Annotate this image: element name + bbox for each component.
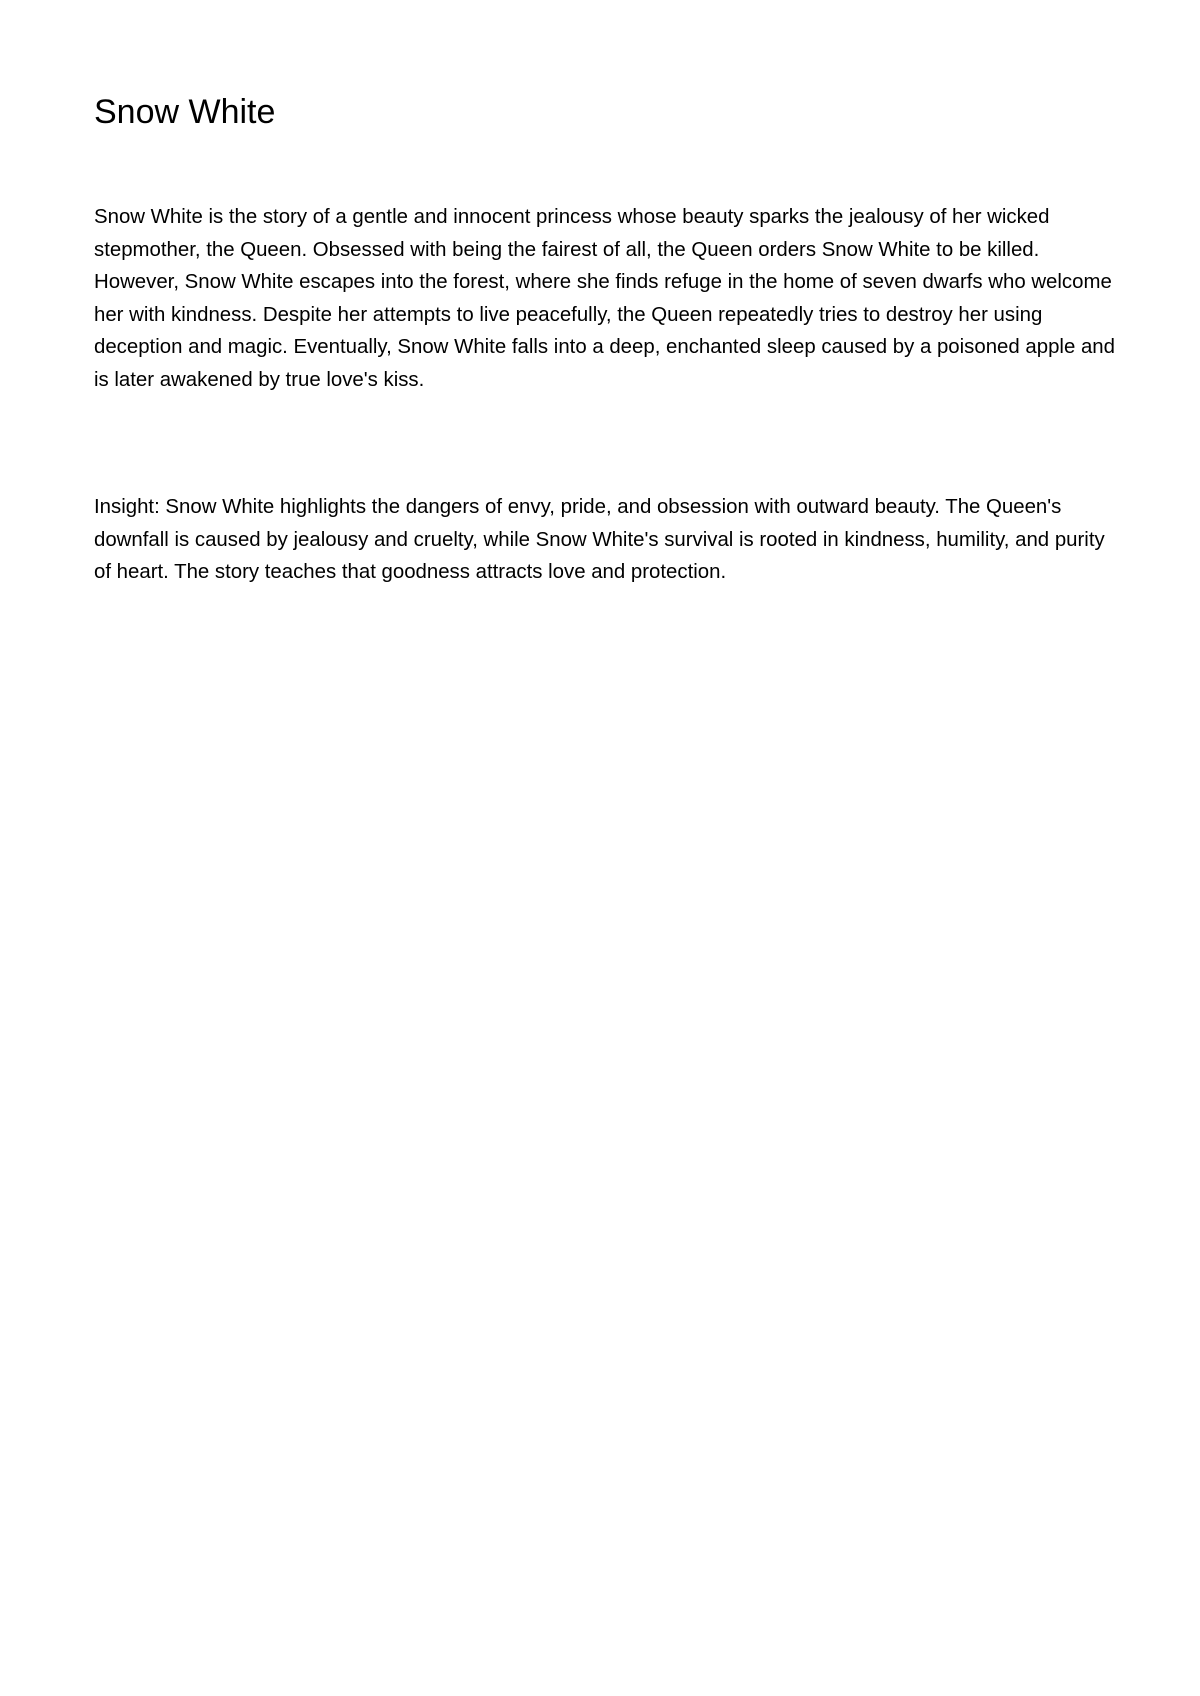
story-summary-paragraph: Snow White is the story of a gentle and innocent princess whose beauty sparks the jealousy of her wicked stepmother, the Queen. Obsessed with being the fairest of all, the Queen orders Snow White to be killed. However, Snow White escapes into the forest, where she finds refuge in the home of seven dwarfs who welcome her with kindness. Despite her attempts to live peacefully, the Queen repeatedly tries to destroy her using deception and magic. Eventually, Snow White falls into a deep, enchanted sleep caused by a poisoned apple and is later awakened by true love's kiss. <box>94 206 1115 391</box>
document-title: Snow White <box>94 93 276 131</box>
insight-paragraph: Insight: Snow White highlights the dangers of envy, pride, and obsession with outward beauty. The Queen's downfall is caused by jealousy and cruelty, while Snow White's survival is rooted in kindness, humility, and purity of heart. The story teaches that goodness attracts love and protection. <box>94 496 1105 584</box>
